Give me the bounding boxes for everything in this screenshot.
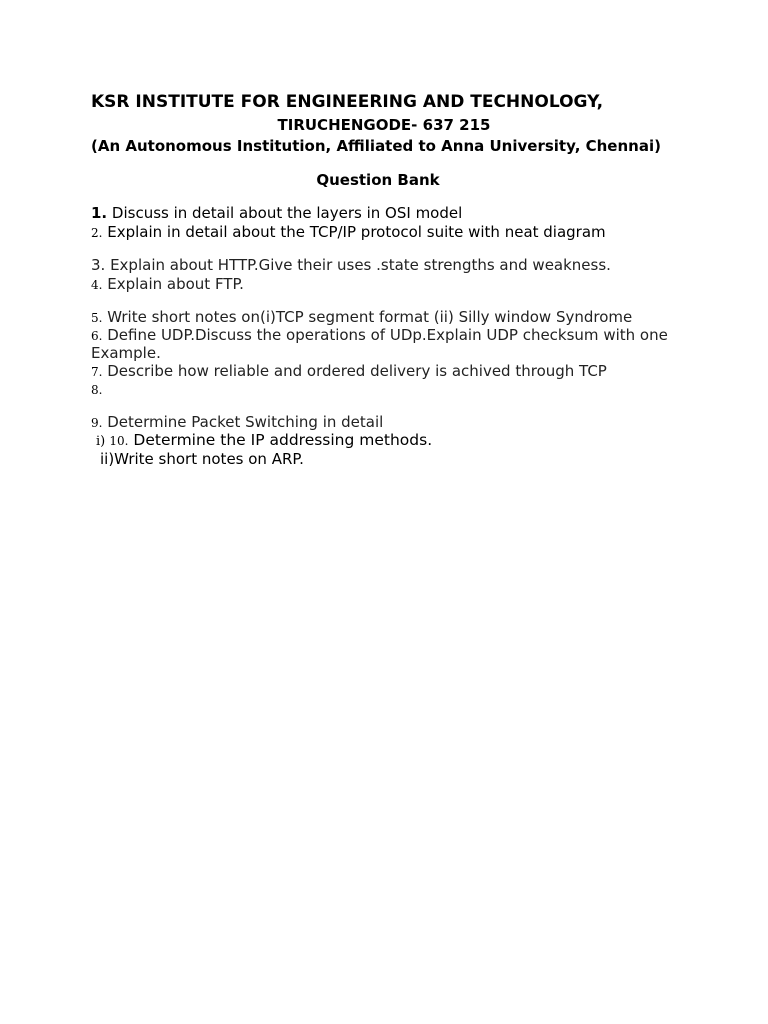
- question-text: Explain in detail about the TCP/IP protocol suite with neat diagram: [102, 223, 606, 241]
- question-item: [91, 364, 607, 379]
- question-text-continuation: Example.: [91, 344, 161, 362]
- question-item: [91, 415, 383, 430]
- question-number: 4.: [91, 278, 103, 292]
- question-number: 3.: [91, 256, 106, 274]
- question-number: 5.: [91, 311, 103, 325]
- institute-name: KSR INSTITUTE FOR ENGINEERING AND TECHNOLOGY,: [91, 92, 604, 112]
- question-text: Define UDP.Discuss the operations of UDp.Explain UDP checksum with one: [102, 326, 668, 344]
- question-text: Explain about HTTP.Give their uses .state strengths and weakness.: [105, 256, 611, 274]
- question-item: [96, 433, 432, 449]
- institute-affiliation: (An Autonomous Institution, Affiliated to Anna University, Chennai): [91, 137, 661, 155]
- question-item: [91, 328, 668, 343]
- question-number: 8.: [91, 383, 103, 397]
- question-item: [91, 277, 244, 292]
- question-text: Determine Packet Switching in detail: [102, 413, 384, 431]
- question-number: 9.: [91, 416, 103, 430]
- question-subpart: ii)Write short notes on ARP.: [100, 450, 304, 468]
- document-title: Question Bank: [316, 171, 440, 189]
- question-text: Write short notes on(i)TCP segment format (ii) Silly window Syndrome: [102, 308, 633, 326]
- question-item: [91, 225, 606, 240]
- question-item: [91, 310, 632, 325]
- institute-address: TIRUCHENGODE- 637 215: [277, 116, 491, 134]
- question-number: 7.: [91, 365, 103, 379]
- question-number: 1.: [91, 204, 108, 222]
- question-number: 6.: [91, 329, 103, 343]
- question-item: [91, 382, 102, 397]
- question-text: Explain about FTP.: [102, 275, 244, 293]
- question-text: Discuss in detail about the layers in OSI model: [107, 204, 463, 222]
- question-item: [91, 206, 462, 221]
- question-number: 2.: [91, 226, 103, 240]
- question-item: [91, 258, 611, 273]
- question-prefix: i): [96, 434, 110, 449]
- question-text: Determine the IP addressing methods.: [128, 431, 433, 449]
- question-text: Describe how reliable and ordered delivery is achived through TCP: [102, 362, 607, 380]
- question-number: 10.: [109, 434, 129, 448]
